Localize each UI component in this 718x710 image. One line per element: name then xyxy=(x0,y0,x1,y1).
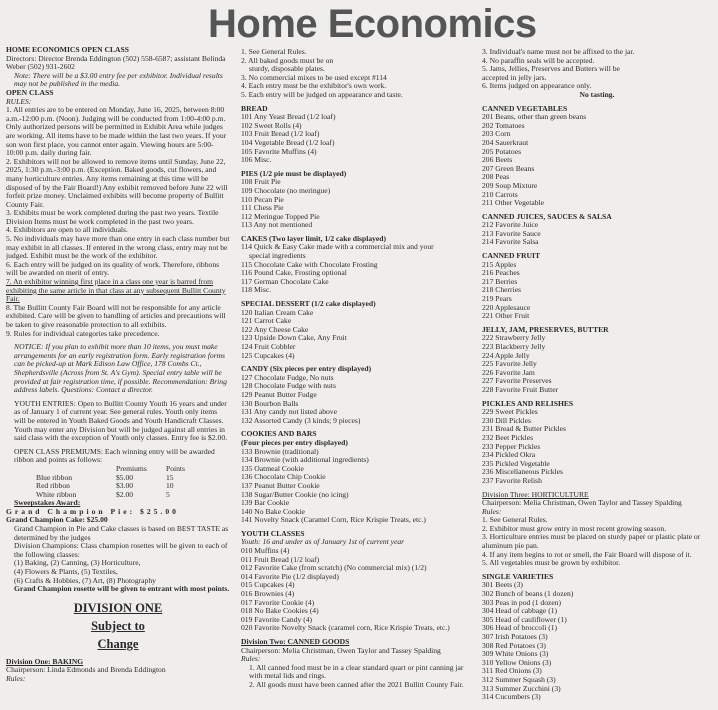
premium-header-row xyxy=(6,465,230,474)
rule-item: 6. Each entry will be judged on its quality of work. Therefore, ribbons will be awarded on merit of entry. xyxy=(6,260,220,278)
candy-item: 129 Peanut Butter Fudge xyxy=(241,390,317,399)
bread-item: 102 Sweet Rolls (4) xyxy=(241,121,302,130)
division-one-subject: Subject to xyxy=(91,618,145,633)
bread-item: 105 Favorite Muffins (4) xyxy=(241,147,317,156)
single-item: 309 White Onions (3) xyxy=(482,650,549,659)
cake-item: special ingredients xyxy=(249,252,306,261)
candy-item: 128 Chocolate Fudge with nuts xyxy=(241,382,336,391)
pickle-item: 237 Favorite Relish xyxy=(482,476,542,485)
jelly-item: 228 Favorite Fruit Butter xyxy=(482,385,559,394)
directors-text: Directors: Director Brenda Eddington (502) 558-6587; assistant Belinda Weber (502) 931-2602 xyxy=(6,54,226,72)
single-item: 311 Red Onions (3) xyxy=(482,667,542,676)
youth-item: 010 Muffins (4) xyxy=(241,547,290,556)
division-two-rule: 2. All goods must have been canned after the 2021 Bullitt County Fair. xyxy=(249,680,464,689)
pie-item: 113 Any not mentioned xyxy=(241,221,313,230)
cookie-item: 136 Chocolate Chip Cookie xyxy=(241,473,326,482)
division-one-chair: Chairperson: Linda Edmonds and Brenda Eddington xyxy=(6,666,166,675)
premium-amount: $2.00 xyxy=(116,490,134,499)
pie-item: 108 Fruit Pie xyxy=(241,178,281,187)
pie-item: 111 Chess Pie xyxy=(241,204,284,213)
veg-item: 210 Carrots xyxy=(482,190,518,199)
single-item: 307 Irish Potatoes (3) xyxy=(482,633,548,641)
cookie-item: 137 Peanut Butter Cookie xyxy=(241,481,320,490)
premiums-intro: OPEN CLASS PREMIUMS: Each winning entry will be awarded ribbon and points as follows: xyxy=(14,447,215,465)
fruit-item: 220 Applesauce xyxy=(482,303,531,312)
veg-item: 207 Green Beans xyxy=(482,164,535,173)
fruit-item: 217 Berries xyxy=(482,277,518,286)
single-item: 313 Summer Zucchini (3) xyxy=(482,684,561,693)
division-three-heading: Division Three: HORTICULTURE xyxy=(482,490,589,499)
fruit-item: 215 Apples xyxy=(482,260,517,269)
pie-item: 112 Meringue Topped Pie xyxy=(241,212,320,221)
pickle-item: 235 Pickled Vegetable xyxy=(482,459,550,468)
cookie-item: 133 Brownie (traditional) xyxy=(241,447,319,456)
pickle-item: 232 Beet Pickles xyxy=(482,433,534,442)
canned-rule: 3. Individual's name must not be affixed to the jar. xyxy=(482,48,635,56)
bread-item: 104 Vegetable Bread (1/2 loaf) xyxy=(241,138,335,147)
rule-item: 9. Rules for individual categories take precedence. xyxy=(6,329,160,338)
grand-rosette-text: Grand Champion rosette will be given to entrant with most points. xyxy=(14,585,230,594)
pickle-item: 233 Pepper Pickles xyxy=(482,442,541,451)
canned-vegetables-heading: CANNED VEGETABLES xyxy=(482,104,568,113)
section-heading: HOME ECONOMICS OPEN CLASS xyxy=(6,46,129,54)
youth-item: 016 Brownies (4) xyxy=(241,590,295,599)
fruit-item: 221 Other Fruit xyxy=(482,312,530,321)
canned-rule: accepted in jelly jars. xyxy=(482,73,547,82)
single-item: 312 Summer Squash (3) xyxy=(482,675,556,684)
division-champions-text: Division Champions: Class champion rosettes will be given to each of the following classes: xyxy=(14,542,228,559)
pickles-heading: PICKLES AND RELISHES xyxy=(482,399,574,408)
jelly-item: 227 Favorite Preserves xyxy=(482,377,552,386)
page-title: Home Economics xyxy=(208,2,537,46)
division-one-title: DIVISION ONE xyxy=(73,600,163,615)
premium-amount: $5.00 xyxy=(116,473,134,482)
division-one-change: Change xyxy=(97,636,139,651)
bread-item: 101 Any Yeast Bread (1/2 loaf) xyxy=(241,113,336,122)
cake-item: 114 Quick & Easy Cake made with a commercial mix and your xyxy=(241,243,434,252)
bread-item: 106 Misc. xyxy=(241,156,272,165)
rule-item: 7. An exhibitor winning first place in a class one year is barred from exhibiting the same article in that class at any subsequent Bullitt County Fair. xyxy=(6,278,226,304)
single-item: 304 Head of cabbage (1) xyxy=(482,607,558,616)
premium-header-points: Points xyxy=(166,464,185,473)
jelly-item: 222 Strawberry Jelly xyxy=(482,334,546,343)
veg-item: 204 Sauerkraut xyxy=(482,138,529,147)
cookie-item: 134 Brownie (with additional ingredients) xyxy=(241,456,369,465)
youth-item: 019 Favorite Candy (4) xyxy=(241,615,313,624)
premium-header-premiums: Premiums xyxy=(116,464,147,473)
pie-item: 109 Chocolate (no meringue) xyxy=(241,186,331,195)
single-varieties-heading: SINGLE VARIETIES xyxy=(482,572,554,581)
grand-champion-pie: Grand Champion Pie: $25.00 xyxy=(6,507,179,516)
veg-item: 209 Soup Mixture xyxy=(482,181,538,190)
grand-champion-cake: Grand Champion Cake: $25.00 xyxy=(6,516,108,525)
pies-heading: PIES (1/2 pie must be displayed) xyxy=(241,169,347,178)
fruit-item: 218 Cherries xyxy=(482,286,522,295)
jelly-heading: JELLY, JAM, PRESERVES, BUTTER xyxy=(482,325,609,334)
fruit-item: 219 Pears xyxy=(482,295,512,304)
division-one-rules-label: Rules: xyxy=(6,675,26,683)
rule-item: 8. The Bullitt County Fair Board will not be responsible for any article exhibited. Care will be given to handling of articles and precautions will be taken to give reasonable protection to all exhibits. xyxy=(6,303,226,329)
rule-item: 5. No individuals may have more than one entry in each class number but may exhibit in all classes. If entered in the wrong class, entry may not be judged. Exhibit must be the work of the exhibitor. xyxy=(6,235,230,261)
single-item: 308 Red Potatoes (3) xyxy=(482,641,546,650)
column-canned-horticulture xyxy=(482,48,712,702)
division-three-rules-label: Rules: xyxy=(482,507,502,516)
cake-item: 117 German Chocolate Cake xyxy=(241,277,329,286)
special-item: 125 Cupcakes (4) xyxy=(241,351,295,360)
canned-rule: 5. Jams, Jellies, Preserves and Butters will be xyxy=(482,65,620,74)
youth-item: 018 No Bake Cookies (4) xyxy=(241,607,319,616)
juice-item: 214 Favorite Salsa xyxy=(482,238,539,247)
veg-item: 202 Tomatoes xyxy=(482,121,525,130)
cookies-subheading: (Four pieces per entry displayed) xyxy=(241,438,348,447)
pickle-item: 231 Bread & Butter Pickles xyxy=(482,425,566,434)
horticulture-rule: 4. If any item begins to rot or smell, the Fair Board will dispose of it. xyxy=(482,550,692,559)
premium-points: 15 xyxy=(166,473,174,482)
veg-item: 203 Corn xyxy=(482,130,511,139)
candy-item: 130 Bourbon Balls xyxy=(241,399,299,408)
canned-rule: 6. Items judged on appearance only. xyxy=(482,82,592,91)
veg-item: 206 Beets xyxy=(482,156,513,165)
intro-rule: 3. No commercial mixes to be used except #114 xyxy=(241,73,387,82)
jelly-item: 224 Apple Jelly xyxy=(482,351,530,360)
premium-row xyxy=(6,482,230,491)
single-item: 303 Peas in pod (1 dozen) xyxy=(482,598,562,607)
single-item: 310 Yellow Onions (3) xyxy=(482,658,552,667)
notice-text: NOTICE: If you plan to exhibit more than 10 items, you must make arrangements for an early registration form. Early registration forms can be picked-up at Mark Edison Law Office, 178 Combs Ct., Shepherdsville (Across from St. A's Gym). Special entry table will be provided at fair registration time, if possible. Recommendation: Bring address labels. Questions: Contact a director. xyxy=(14,343,227,395)
cake-item: 118 Misc. xyxy=(241,286,272,295)
open-class-heading: OPEN CLASS xyxy=(6,88,54,97)
grand-champion-note: Grand Champion in Pie and Cake classes is based on BEST TASTE as determined by the judges xyxy=(14,525,229,542)
division-three-chair: Chairperson: Melia Christman, Owen Taylor and Tassey Spalding xyxy=(482,499,682,508)
cake-item: 115 Chocolate Cake with Chocolate Frosting xyxy=(241,260,378,269)
cookie-item: 141 Novelty Snack (Caramel Corn, Rice Krispie Treats, etc.) xyxy=(241,516,426,525)
division-one-baking-heading: Division One: BAKING xyxy=(6,657,84,666)
rule-item: 1. All entries are to be entered on Monday, June 16, 2025, between 8:00 a.m.-12:00 p.m. (Noon). Judging will be conducted from 1:00-4:00 p.m. Only authorized persons will be permitted in Exhibit Area while judges are working. All items have to be made within the last two years. If your son won first place, you cannot enter again. Viewing hours are 5:00-10:00 p.m. daily during fair. xyxy=(6,106,227,158)
youth-item: 015 Cupcakes (4) xyxy=(241,581,295,590)
pie-item: 110 Pecan Pie xyxy=(241,195,284,204)
juice-item: 212 Favorite Juice xyxy=(482,221,539,230)
special-dessert-heading: SPECIAL DESSERT (1/2 cake displayed) xyxy=(241,300,376,309)
no-tasting: No tasting. xyxy=(579,90,615,99)
column-open-class xyxy=(6,46,230,684)
jelly-item: 226 Favorite Jam xyxy=(482,368,535,377)
cookie-item: 138 Sugar/Butter Cookie (no icing) xyxy=(241,490,349,499)
premium-label: Red ribbon xyxy=(36,482,70,491)
division-two-chair: Chairperson: Melia Christman, Owen Taylor and Tassey Spalding xyxy=(241,646,441,655)
bread-item: 103 Fruit Bread (1/2 loaf) xyxy=(241,130,320,139)
special-item: 120 Italian Cream Cake xyxy=(241,308,314,317)
single-item: 314 Cucumbers (3) xyxy=(482,693,541,702)
canned-fruit-heading: CANNED FRUIT xyxy=(482,252,541,261)
intro-rule: 1. See General Rules. xyxy=(241,48,307,56)
premium-points: 5 xyxy=(166,490,170,499)
rule-item: 4. Exhibitors are open to all individuals. xyxy=(6,226,128,235)
premium-label: White ribbon xyxy=(36,490,77,499)
single-item: 306 Head of broccoli (1) xyxy=(482,624,558,633)
single-item: 302 Bunch of beans (1 dozen) xyxy=(482,590,574,599)
rule-item: 3. Exhibits must be work completed during the past two years. Textile Division Items must be work completed in the past two years. xyxy=(6,209,219,226)
division-two-rule: 1. All canned food must be in a clear standard quart or pint canning jar with metal lids and rings. xyxy=(249,663,464,681)
intro-rule: 4. Each entry must be the exhibitor's own work. xyxy=(241,82,387,91)
candy-heading: CANDY (Six pieces per entry displayed) xyxy=(241,365,372,374)
cake-item: 116 Pound Cake, Frosting optional xyxy=(241,269,347,278)
premium-amount: $3.00 xyxy=(116,482,134,491)
division-two-heading: Division Two: CANNED GOODS xyxy=(241,638,350,646)
special-item: 124 Fruit Cobbler xyxy=(241,343,296,351)
horticulture-rule: 1. See General Rules. xyxy=(482,516,548,525)
premium-header-label xyxy=(6,465,116,474)
column-baking xyxy=(241,48,477,690)
division-two-rules-label: Rules: xyxy=(241,655,261,664)
bread-heading: BREAD xyxy=(241,104,268,113)
horticulture-rule: 5. All vegetables must be grown by exhibitor. xyxy=(482,559,621,568)
rules-label: RULES: xyxy=(6,97,32,106)
entry-fee-note: Note: There will be a $3.00 entry fee per exhibitor. Individual results may not be published in the media. xyxy=(14,71,223,89)
single-item: 305 Head of cauliflower (1) xyxy=(482,615,567,624)
veg-item: 205 Potatoes xyxy=(482,147,522,156)
division-list-item: (1) Baking, (2) Canning, (3) Horticulture, xyxy=(14,559,141,568)
rule-item: 2. Exhibitors will not be allowed to remove items until Sunday, June 22, 2025, 1:30 p.m.-3:00 p.m. (Exception. Baked goods, cut flowers, and many horticulture entries. Any items remaining at this time will be disposed of by the Fair Board!) Any exhibit removed before June 22 will forfeit prize money. Unclaimed exhibits will become property of Bullitt County Fair. xyxy=(6,157,228,209)
veg-item: 211 Other Vegetable xyxy=(482,199,544,208)
jelly-item: 223 Blackberry Jelly xyxy=(482,343,546,351)
canned-juices-heading: CANNED JUICES, SAUCES & SALSA xyxy=(482,212,612,221)
pickle-item: 229 Sweet Pickles xyxy=(482,408,538,417)
cookie-item: 139 Bar Cookie xyxy=(241,499,290,508)
special-item: 122 Any Cheese Cake xyxy=(241,325,309,334)
special-item: 121 Carrot Cake xyxy=(241,317,292,326)
intro-rule: 2. All baked goods must be on xyxy=(241,56,334,65)
cookie-item: 140 No Bake Cookie xyxy=(241,507,305,516)
youth-item: 020 Favorite Novelty Snack (caramel corn, Rice Krispie Treats, etc.) xyxy=(241,624,450,633)
youth-item: 014 Favorite Pie (1/2 displayed) xyxy=(241,572,339,581)
juice-item: 213 Favorite Sauce xyxy=(482,229,541,238)
cookie-item: 135 Oatmeal Cookie xyxy=(241,464,304,473)
sweepstakes-heading: Sweepstakes Award: xyxy=(14,499,81,508)
premium-points: 10 xyxy=(166,482,174,491)
premium-row xyxy=(6,491,230,500)
youth-item: 017 Favorite Cookie (4) xyxy=(241,598,315,607)
cookies-heading: COOKIES AND BARS xyxy=(241,430,317,439)
pickle-item: 230 Dill Pickles xyxy=(482,416,531,425)
horticulture-rule: 3. Horticulture entries must be placed on sturdy paper or plastic plate or aluminum pie pan. xyxy=(482,533,701,551)
single-item: 301 Beets (3) xyxy=(482,581,523,590)
candy-item: 131 Any candy not listed above xyxy=(241,408,337,417)
youth-item: 012 Favorite Cake (from scratch) (No commercial mix) (1/2) xyxy=(241,564,427,573)
youth-entries-text: YOUTH ENTRIES: Open to Bullitt County Youth 16 years and under as of January 1 of current year. See general rules. Youth only items will be entered in Youth Baked Goods and Youth Handicraft Classes. Youth may enter any Division but will be judged against all entries in said class with the exception of Youth only classes. Entry fee is $2.00. xyxy=(14,399,228,443)
jelly-item: 225 Favorite Jelly xyxy=(482,360,537,369)
veg-item: 201 Beans, other than green beans xyxy=(482,113,587,122)
pickle-item: 236 Miscellaneous Pickles xyxy=(482,468,563,477)
division-list-item: (6) Crafts & Hobbies, (7) Art, (8) Photography xyxy=(14,576,156,585)
veg-item: 208 Peas xyxy=(482,173,510,182)
special-item: 123 Upside Down Cake, Any Fruit xyxy=(241,334,347,343)
candy-item: 127 Chocolate Fudge, No nuts xyxy=(241,373,334,382)
intro-rule: 5. Each entry will be judged on appearance and taste. xyxy=(241,90,403,99)
youth-classes-subheading: Youth: 16 and under as of January 1st of current year xyxy=(241,538,405,547)
cakes-heading: CAKES (Two layer limit, 1/2 cake displayed) xyxy=(241,234,387,243)
intro-rule: sturdy, disposable plates. xyxy=(249,65,325,74)
premium-label: Blue ribbon xyxy=(36,473,73,482)
horticulture-rule: 2. Exhibitor must grow entry in most recent growing season. xyxy=(482,524,667,533)
division-list-item: (4) Flowers & Plants, (5) Textiles, xyxy=(14,568,118,577)
youth-classes-heading: YOUTH CLASSES xyxy=(241,529,305,538)
canned-rule: 4. No paraffin seals will be accepted. xyxy=(482,56,595,65)
fruit-item: 216 Peaches xyxy=(482,269,520,278)
pickle-item: 234 Pickled Okra xyxy=(482,451,536,460)
youth-item: 011 Fruit Bread (1/2 loaf) xyxy=(241,555,320,564)
premium-row xyxy=(6,474,230,483)
candy-item: 132 Assorted Candy (3 kinds; 9 pieces) xyxy=(241,416,361,425)
